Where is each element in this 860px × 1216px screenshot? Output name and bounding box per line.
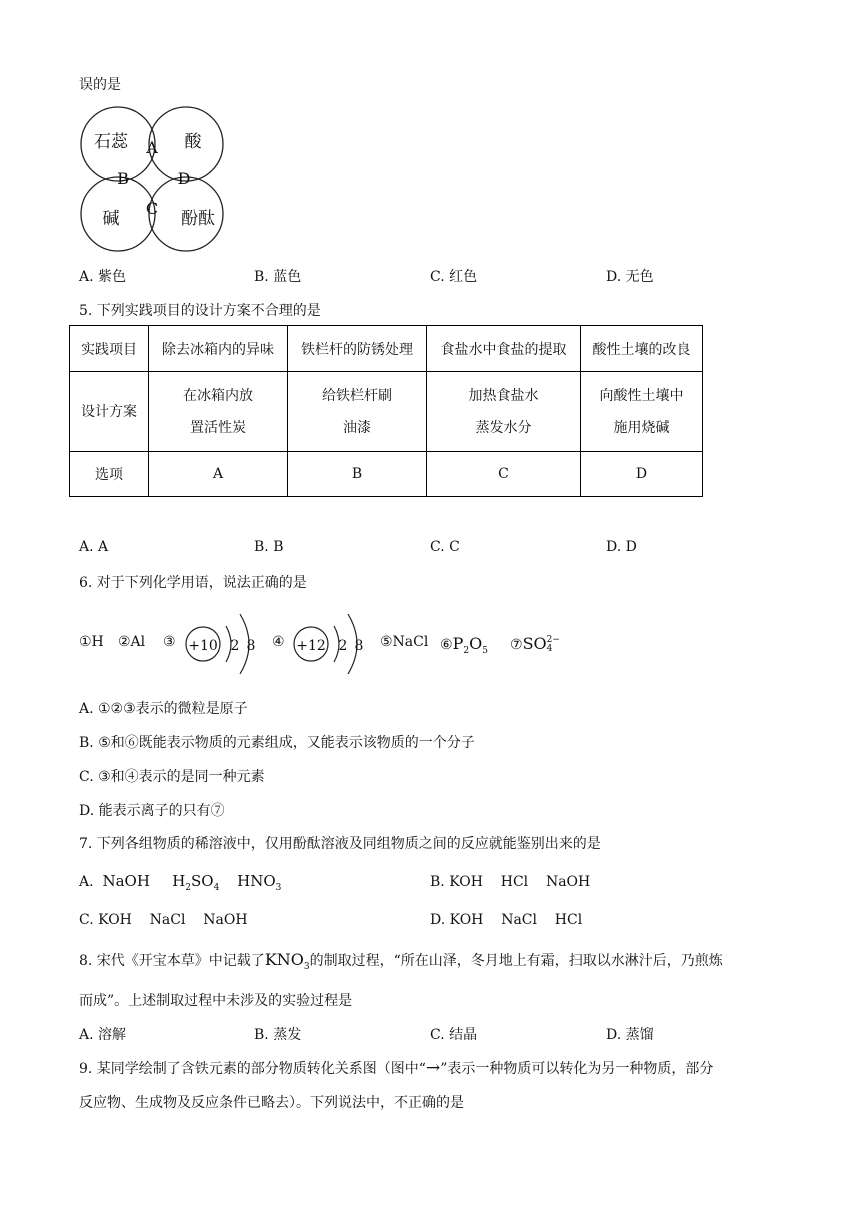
- q9-stem-line1: 9. 某同学绘制了含铁元素的部分物质转化关系图（图中“→”表示一种物质可以转化为另一种物质，部分: [79, 1058, 714, 1078]
- table-cell: 在冰箱内放 置活性炭: [149, 372, 288, 452]
- q8-stem-line2: 而成”。上述制取过程中未涉及的实验过程是: [79, 993, 353, 1009]
- q5-table: [69, 325, 703, 497]
- q6-item-1: ①H: [79, 634, 104, 650]
- q8-option-a: A. 溶解: [79, 1027, 127, 1043]
- q6-item-4-label: ④: [272, 634, 285, 650]
- q6-item-3-label: ③: [163, 634, 176, 650]
- table-cell: A: [149, 452, 288, 497]
- q5-option-d: D. D: [606, 539, 637, 555]
- venn-region-b: B: [117, 169, 129, 188]
- q4-stem-tail: 误的是: [79, 77, 121, 93]
- q7-option-b: B. KOH HCl NaOH: [430, 874, 591, 890]
- svg-text:+12: +12: [296, 638, 326, 654]
- table-cell: C: [427, 452, 581, 497]
- atom-structure-diagram-10: [178, 604, 268, 684]
- venn-label-base: 碱: [102, 209, 120, 229]
- q4-option-a: A. 紫色: [79, 269, 127, 285]
- q9-stem-line2: 反应物、生成物及反应条件已略去）。下列说法中，不正确的是: [79, 1095, 464, 1111]
- q6-option-c: C. ③和④表示的是同一种元素: [79, 769, 265, 785]
- table-header-cell: 实践项目: [70, 326, 149, 372]
- venn-region-c: C: [145, 199, 159, 218]
- q6-item-5: ⑤NaCl: [380, 634, 429, 650]
- table-header-cell: 铁栏杆的防锈处理: [288, 326, 427, 372]
- table-header-cell: 食盐水中食盐的提取: [427, 326, 581, 372]
- q8-option-b: B. 蒸发: [254, 1027, 302, 1043]
- table-row-head: 设计方案: [70, 372, 149, 452]
- q6-stem: 6. 对于下列化学用语，说法正确的是: [79, 575, 307, 591]
- svg-text:8: 8: [246, 638, 256, 654]
- q5-option-c: C. C: [430, 539, 460, 555]
- q4-option-b: B. 蓝色: [254, 269, 302, 285]
- q8-option-d: D. 蒸馏: [606, 1027, 654, 1043]
- q6-item-2: ②Al: [118, 634, 146, 650]
- svg-text:2: 2: [230, 638, 240, 654]
- q6-item-7: ⑦SO 2− 4: [510, 634, 560, 654]
- q6-option-a: A. ①②③表示的微粒是原子: [79, 701, 248, 717]
- q6-option-d: D. 能表示离子的只有⑦: [79, 803, 225, 819]
- q7-option-a: A. NaOH $H_2SO_4$ $HNO_3$: [79, 872, 282, 893]
- svg-text:2: 2: [338, 638, 348, 654]
- q6-item-6: $⑥P_2O_5$: [440, 634, 488, 656]
- svg-text:+10: +10: [188, 638, 218, 654]
- venn-region-a: A: [146, 138, 158, 157]
- q7-option-c: C. KOH NaCl NaOH: [79, 912, 248, 928]
- table-cell: B: [288, 452, 427, 497]
- venn-label-acid: 酸: [184, 132, 202, 152]
- table-header-cell: 酸性土壤的改良: [581, 326, 703, 372]
- venn-label-litmus: 石蕊: [94, 132, 128, 152]
- q7-option-d: D. KOH NaCl HCl: [430, 912, 583, 928]
- q5-option-a: A. A: [79, 539, 109, 555]
- q8-stem-line1: 8. 宋代《开宝本草》中记载了$KNO_3$的制取过程，“所在山泽，冬月地上有霜，扫取以水淋汁后，乃煎炼: [79, 950, 723, 972]
- q4-option-d: D. 无色: [606, 269, 654, 285]
- q4-option-c: C. 红色: [430, 269, 478, 285]
- table-cell: 加热食盐水 蒸发水分: [427, 372, 581, 452]
- table-header-cell: 除去冰箱内的异味: [149, 326, 288, 372]
- table-row-head: 选项: [70, 452, 149, 497]
- arrow-icon: →: [425, 1058, 441, 1078]
- table-cell: 给铁栏杆刷 油漆: [288, 372, 427, 452]
- q8-option-c: C. 结晶: [430, 1027, 478, 1043]
- q7-stem: 7. 下列各组物质的稀溶液中，仅用酚酞溶液及同组物质之间的反应就能鉴别出来的是: [79, 836, 601, 852]
- q5-stem: 5. 下列实践项目的设计方案不合理的是: [79, 303, 321, 319]
- venn-label-phenolphthalein: 酚酞: [181, 209, 215, 229]
- svg-text:8: 8: [354, 638, 364, 654]
- q5-option-b: B. B: [254, 539, 284, 555]
- q6-option-b: B. ⑤和⑥既能表示物质的元素组成，又能表示该物质的一个分子: [79, 735, 475, 751]
- table-cell: D: [581, 452, 703, 497]
- venn-diagram: [78, 104, 228, 254]
- venn-region-d: D: [177, 169, 191, 188]
- atom-structure-diagram-12: [286, 604, 376, 684]
- table-cell: 向酸性土壤中 施用烧碱: [581, 372, 703, 452]
